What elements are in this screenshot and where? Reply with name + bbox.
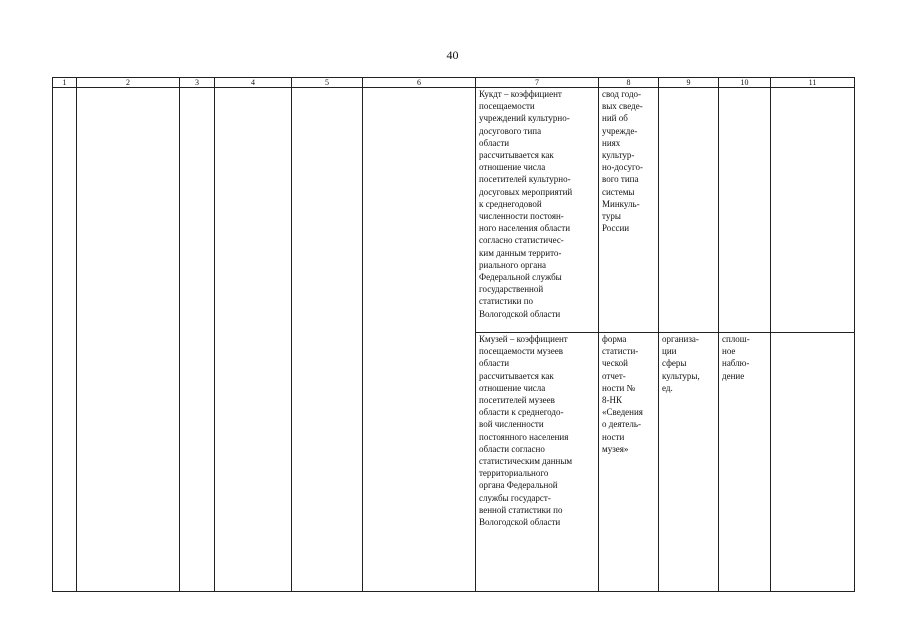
column-number: 9 <box>659 78 719 88</box>
empty-cell <box>215 88 292 592</box>
method-cell <box>719 88 771 333</box>
notes-cell <box>771 88 855 333</box>
empty-cell <box>180 88 215 592</box>
column-number: 2 <box>77 78 180 88</box>
column-number: 5 <box>292 78 363 88</box>
column-number: 11 <box>771 78 855 88</box>
method-cell: сплош- ное наблю- дение <box>719 333 771 592</box>
column-number: 4 <box>215 78 292 88</box>
column-number: 6 <box>363 78 476 88</box>
notes-cell <box>771 333 855 592</box>
column-number-row <box>53 78 855 88</box>
data-source-cell: свод годо- вых сведе- ний об учрежде- ниях культур- но-досуго- вого типа системы Минкуль- туры России <box>599 88 659 333</box>
column-number: 3 <box>180 78 215 88</box>
column-number: 1 <box>53 78 77 88</box>
unit-cell: организа- ции сферы культуры, ед. <box>659 333 719 592</box>
page-number: 40 <box>446 48 459 62</box>
indicator-table <box>52 77 855 592</box>
column-number: 8 <box>599 78 659 88</box>
empty-cell <box>53 88 77 592</box>
calculation-method-cell: Кмузей – коэффициент посещаемости музеев области рассчитывается как отношение числа посетителей музеев области к среднегодо- вой численности постоянного населения области согласно статистическим данным территориального органа Федеральной службы государст- венной статистики по Вологодской области <box>476 333 599 592</box>
table-row <box>53 88 855 333</box>
empty-cell <box>363 88 476 592</box>
empty-cell <box>77 88 180 592</box>
column-number: 10 <box>719 78 771 88</box>
unit-cell <box>659 88 719 333</box>
column-number: 7 <box>476 78 599 88</box>
data-source-cell: форма статисти- ческой отчет- ности № 8-НК «Сведения о деятель- ности музея» <box>599 333 659 592</box>
empty-cell <box>292 88 363 592</box>
calculation-method-cell: Кукдт – коэффициент посещаемости учреждений культурно- досугового типа области рассчитывается как отношение числа посетителей культурно- досуговых мероприятий к среднегодовой численности постоян- ного населения области согласно статистичес- ким данным террито- риального органа Федеральной службы государственной статистики по Вологодской области <box>476 88 599 333</box>
